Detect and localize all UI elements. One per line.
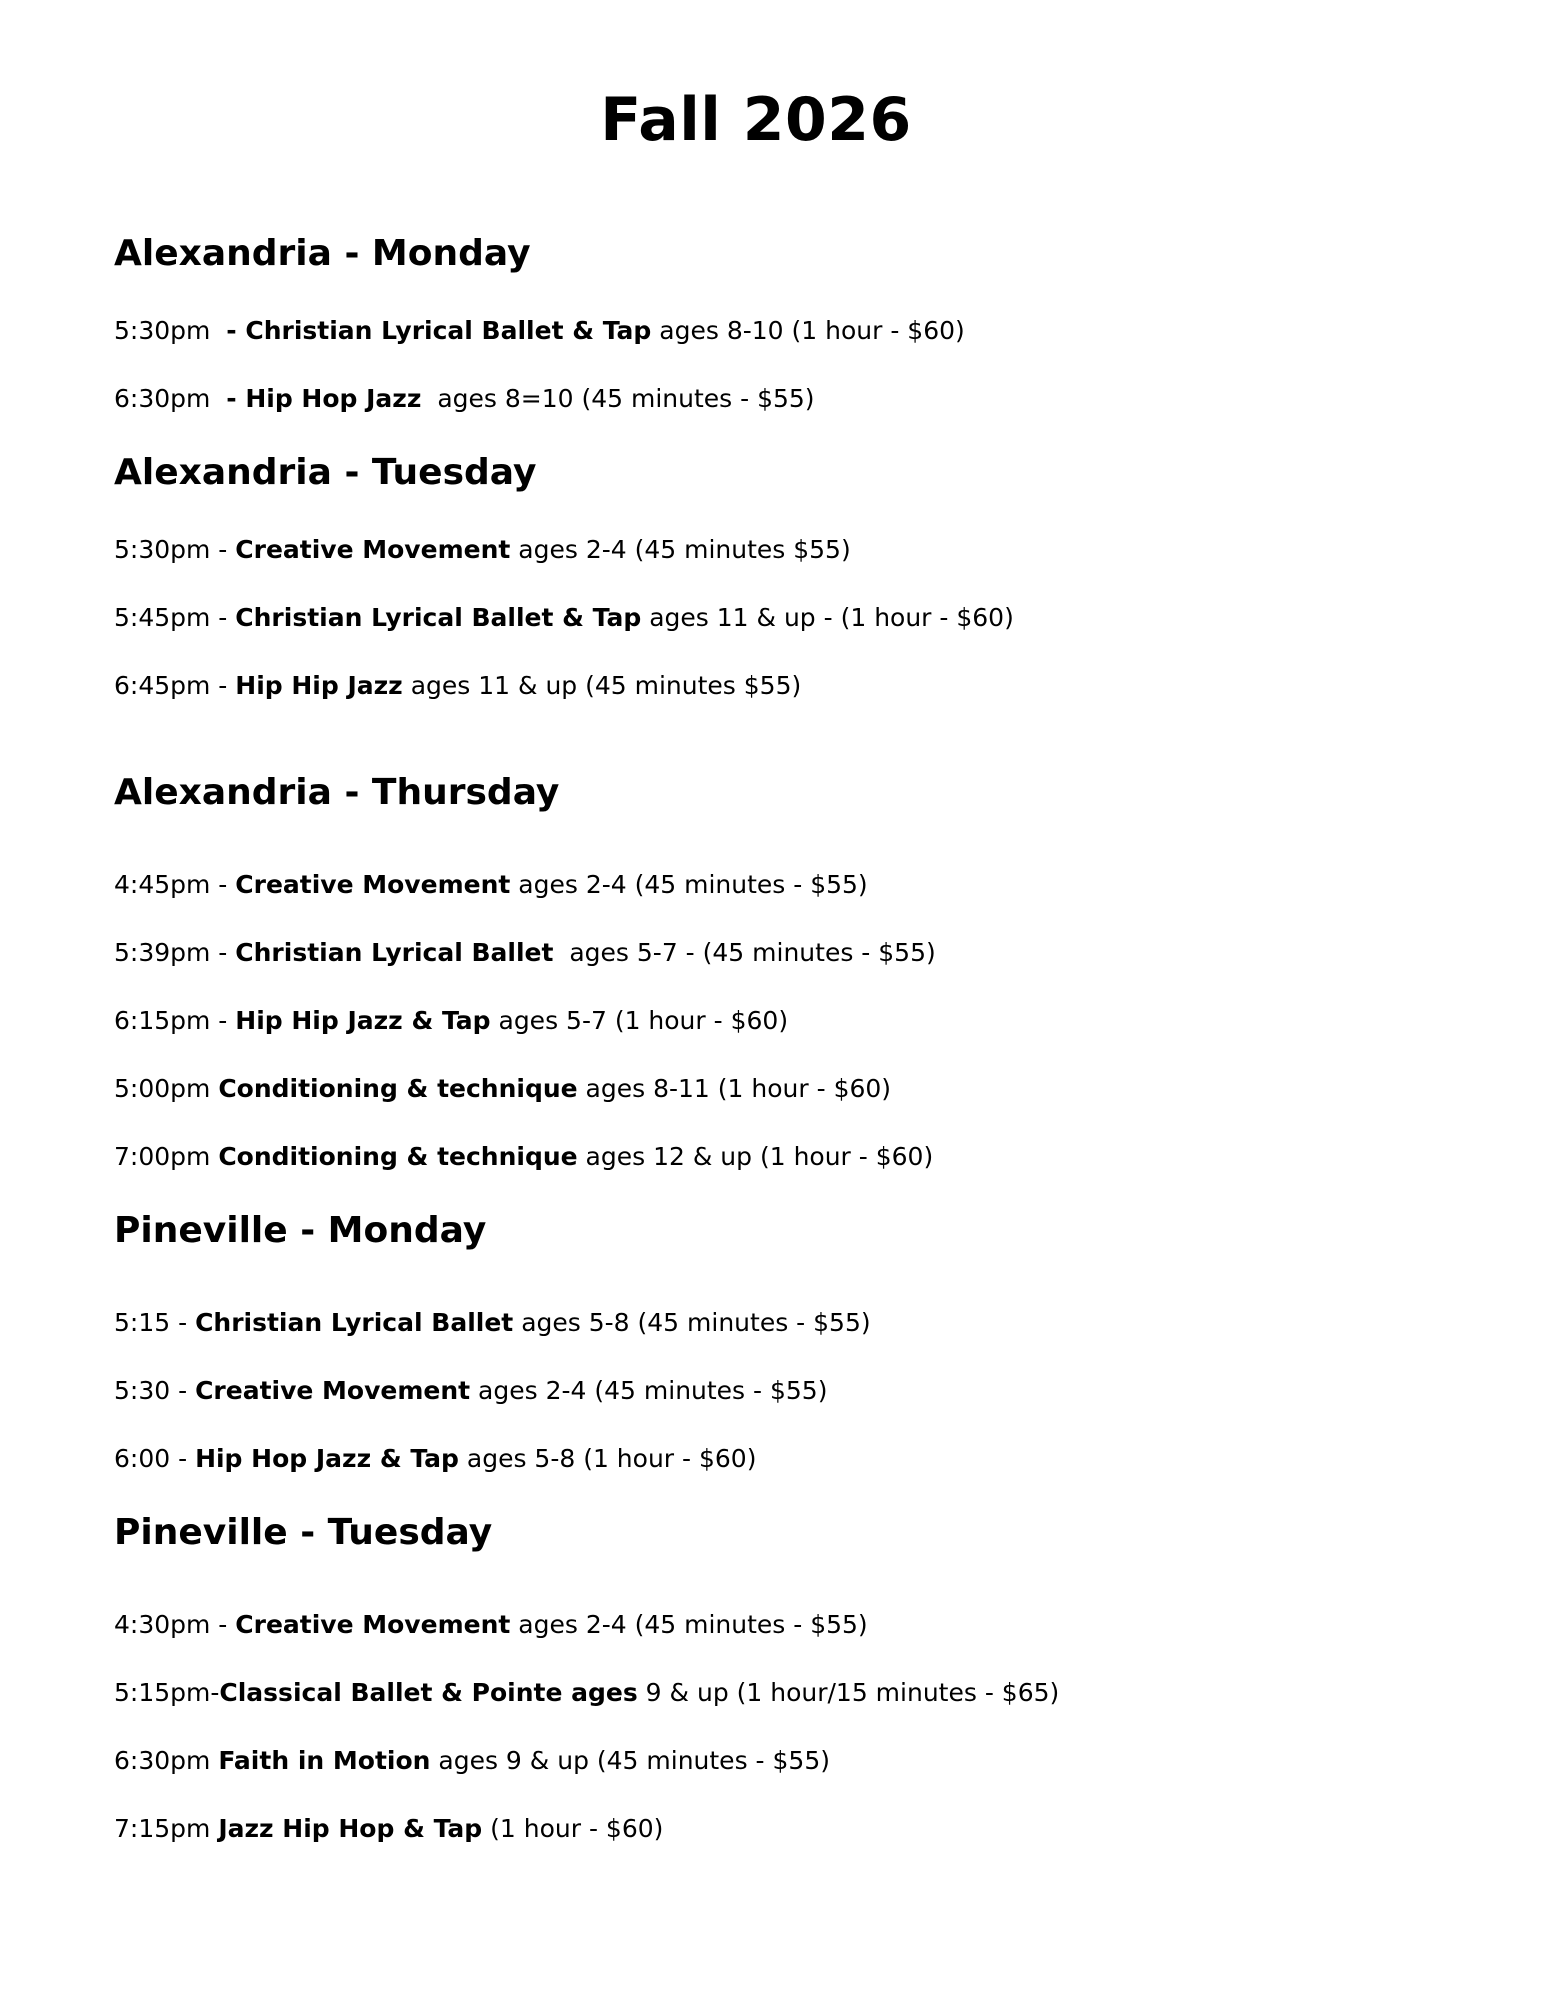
class-name: - Hip Hop Jazz (226, 384, 422, 413)
class-name: Christian Lyrical Ballet (235, 938, 554, 967)
class-time: 5:30 - (114, 1376, 196, 1405)
class-details: (1 hour - $60) (482, 1814, 664, 1843)
class-time: 6:45pm - (114, 671, 236, 700)
class-entry (114, 1072, 891, 1106)
class-entry (114, 1306, 871, 1340)
class-name: Creative Movement (235, 535, 511, 564)
class-name: Conditioning & technique (218, 1074, 578, 1103)
section-heading-alexandria-monday: Alexandria - Monday (114, 233, 531, 274)
class-name: Creative Movement (235, 1610, 511, 1639)
class-time: 6:15pm - (114, 1006, 236, 1035)
section-heading-pineville-tuesday: Pineville - Tuesday (114, 1512, 493, 1553)
class-entry (114, 1374, 827, 1408)
class-time: 4:30pm - (114, 1610, 236, 1639)
class-time: 5:15 - (114, 1308, 196, 1337)
section-heading-alexandria-thursday: Alexandria - Thursday (114, 772, 560, 813)
class-entry (114, 601, 1014, 635)
class-name: - Christian Lyrical Ballet & Tap (226, 316, 652, 345)
class-entry (114, 868, 868, 902)
class-name: Conditioning & technique (218, 1142, 578, 1171)
class-entry (114, 1608, 868, 1642)
class-entry (114, 1812, 663, 1846)
class-name: Hip Hip Jazz & Tap (235, 1006, 491, 1035)
class-time: 6:30pm (114, 1746, 219, 1775)
class-details: ages 9 & up (45 minutes - $55) (430, 1746, 830, 1775)
class-entry (114, 1442, 756, 1476)
class-time: 5:39pm - (114, 938, 236, 967)
class-details: ages 5-8 (45 minutes - $55) (513, 1308, 871, 1337)
class-entry (114, 382, 815, 416)
section-heading-pineville-monday: Pineville - Monday (114, 1210, 487, 1251)
class-name: Christian Lyrical Ballet (195, 1308, 514, 1337)
class-time: 6:30pm (114, 384, 227, 413)
class-details: ages 8=10 (45 minutes - $55) (421, 384, 815, 413)
class-details: ages 2-4 (45 minutes - $55) (510, 870, 868, 899)
class-entry (114, 533, 851, 567)
class-entry (114, 1004, 788, 1038)
class-name: Jazz Hip Hop & Tap (218, 1814, 483, 1843)
page-title: Fall 2026 (600, 85, 912, 155)
class-name: Hip Hip Jazz (235, 671, 403, 700)
section-heading-alexandria-tuesday: Alexandria - Tuesday (114, 452, 537, 493)
class-details: ages 5-7 (1 hour - $60) (490, 1006, 789, 1035)
class-time: 5:30pm (114, 316, 227, 345)
class-time: 6:00 - (114, 1444, 196, 1473)
class-details: ages 8-10 (1 hour - $60) (651, 316, 965, 345)
class-time: 5:15pm- (114, 1678, 220, 1707)
class-details: ages 12 & up (1 hour - $60) (577, 1142, 934, 1171)
class-entry (114, 669, 801, 703)
class-name: Faith in Motion (218, 1746, 431, 1775)
class-details: 9 & up (1 hour/15 minutes - $65) (637, 1678, 1060, 1707)
class-details: ages 2-4 (45 minutes - $55) (470, 1376, 828, 1405)
class-details: ages 5-8 (1 hour - $60) (458, 1444, 757, 1473)
class-details: ages 2-4 (45 minutes $55) (510, 535, 851, 564)
class-details: ages 2-4 (45 minutes - $55) (510, 1610, 868, 1639)
class-details: ages 5-7 - (45 minutes - $55) (553, 938, 936, 967)
class-time: 5:30pm - (114, 535, 236, 564)
class-name: Creative Movement (195, 1376, 471, 1405)
class-time: 5:45pm - (114, 603, 236, 632)
class-name: Hip Hop Jazz & Tap (195, 1444, 459, 1473)
class-time: 7:15pm (114, 1814, 219, 1843)
class-name: Classical Ballet & Pointe ages (219, 1678, 638, 1707)
class-entry (114, 936, 936, 970)
class-entry (114, 1676, 1059, 1710)
class-time: 5:00pm (114, 1074, 219, 1103)
class-time: 4:45pm - (114, 870, 236, 899)
class-entry (114, 1744, 830, 1778)
class-details: ages 11 & up - (1 hour - $60) (641, 603, 1014, 632)
class-details: ages 11 & up (45 minutes $55) (402, 671, 802, 700)
class-details: ages 8-11 (1 hour - $60) (577, 1074, 892, 1103)
class-entry (114, 1140, 933, 1174)
class-name: Christian Lyrical Ballet & Tap (235, 603, 642, 632)
class-time: 7:00pm (114, 1142, 219, 1171)
class-entry (114, 314, 965, 348)
class-name: Creative Movement (235, 870, 511, 899)
